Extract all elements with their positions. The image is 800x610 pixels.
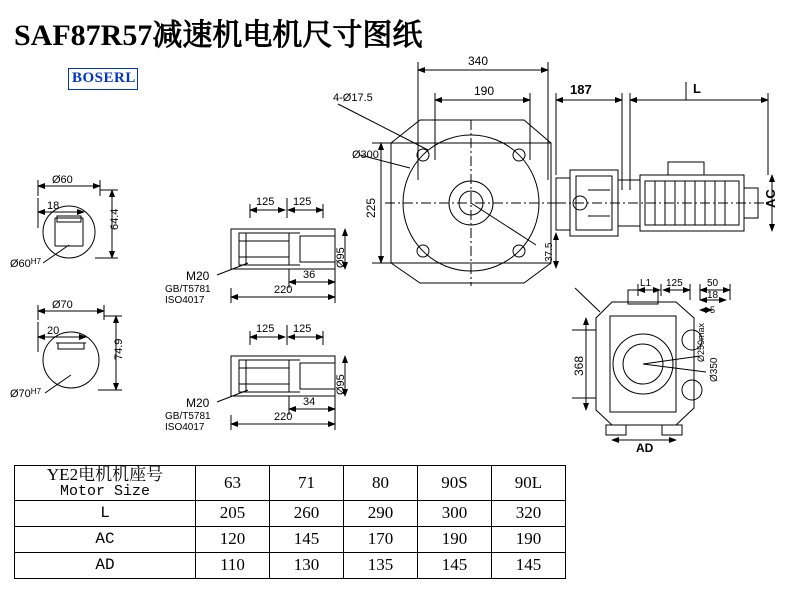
header-size-0: 63 <box>196 466 270 501</box>
std-iso-b: ISO4017 <box>165 422 205 433</box>
dim-d95-a: Ø95 <box>335 247 347 268</box>
dim-50: 50 <box>707 278 719 289</box>
dim-368: 368 <box>572 355 586 376</box>
cell-AD-90L: 145 <box>492 552 566 578</box>
dim-AD: AD <box>636 441 654 455</box>
dim-125-a: 125 <box>256 196 275 208</box>
dim-d300: Ø300 <box>352 149 379 161</box>
dim-d70h7: $Ø70^{H7}$ <box>10 387 42 400</box>
dim-125-d: 125 <box>293 323 312 335</box>
header-size-1: 71 <box>270 466 344 501</box>
dim-220-a: 220 <box>274 284 293 296</box>
cell-AD-71: 130 <box>270 552 344 578</box>
header-size-3: 90S <box>418 466 492 501</box>
dim-340: 340 <box>468 54 489 68</box>
dim-5: 5 <box>710 305 716 315</box>
dim-125-e: 125 <box>666 278 683 289</box>
dim-4xd17-5: 4-Ø17.5 <box>333 92 373 104</box>
dim-AC: AC <box>763 189 778 208</box>
table-row <box>15 552 566 578</box>
std-gb-b: GB/T5781 <box>165 411 211 422</box>
cell-AC-71: 145 <box>270 526 344 552</box>
cell-L-90L: 320 <box>492 500 566 526</box>
dim-d60h7: $Ø60^{H7}$ <box>10 257 42 270</box>
cell-L-71: 260 <box>270 500 344 526</box>
dim-d95-b: Ø95 <box>335 374 347 395</box>
dim-18: 18 <box>47 200 60 212</box>
std-iso-a: ISO4017 <box>165 295 205 306</box>
dim-L1: L1 <box>640 278 652 289</box>
dim-225: 225 <box>364 197 378 218</box>
row-label-AD: AD <box>15 552 196 578</box>
cell-AD-90S: 145 <box>418 552 492 578</box>
dim-187: 187 <box>570 82 592 97</box>
page-title: SAF87R57减速机电机尺寸图纸 <box>14 19 423 52</box>
cell-AC-90L: 190 <box>492 526 566 552</box>
dim-d250max: Ø250max <box>696 322 706 362</box>
dim-20: 20 <box>47 325 60 337</box>
label-m20-b: M20 <box>186 396 210 410</box>
dim-220-b: 220 <box>274 411 293 423</box>
header-label-en: Motor Size <box>59 482 150 500</box>
dim-36: 36 <box>303 269 316 281</box>
cell-AC-80: 170 <box>344 526 418 552</box>
dim-64-4: 64.4 <box>109 208 121 230</box>
header-size-2: 80 <box>344 466 418 501</box>
cell-L-90S: 300 <box>418 500 492 526</box>
dim-125-c: 125 <box>256 323 275 335</box>
dim-74-9: 74.9 <box>113 338 125 360</box>
dim-L: L <box>693 81 701 96</box>
dim-d60: Ø60 <box>52 174 73 186</box>
cell-AC-90S: 190 <box>418 526 492 552</box>
header-motor-size-cell <box>15 466 196 501</box>
row-label-AC: AC <box>15 526 196 552</box>
brand-label: BOSERL <box>72 70 136 86</box>
dim-d350: Ø350 <box>709 357 720 382</box>
cell-AD-63: 110 <box>196 552 270 578</box>
header-label-cn: YE2电机机座号 <box>46 465 164 484</box>
dim-18b: 18 <box>707 290 719 301</box>
cell-L-80: 290 <box>344 500 418 526</box>
motor-size-table <box>14 465 566 579</box>
table-header-row <box>15 466 566 501</box>
dim-d70: Ø70 <box>52 299 73 311</box>
table-row <box>15 500 566 526</box>
label-m20-a: M20 <box>186 269 210 283</box>
dim-125-b: 125 <box>293 196 312 208</box>
dim-37-5: 37.5 <box>544 242 555 262</box>
header-size-4: 90L <box>492 466 566 501</box>
std-gb-a: GB/T5781 <box>165 284 211 295</box>
dim-34: 34 <box>303 396 316 408</box>
dim-190: 190 <box>474 84 495 98</box>
row-label-L: L <box>15 500 196 526</box>
table-row <box>15 526 566 552</box>
cell-L-63: 205 <box>196 500 270 526</box>
cell-AC-63: 120 <box>196 526 270 552</box>
cell-AD-80: 135 <box>344 552 418 578</box>
